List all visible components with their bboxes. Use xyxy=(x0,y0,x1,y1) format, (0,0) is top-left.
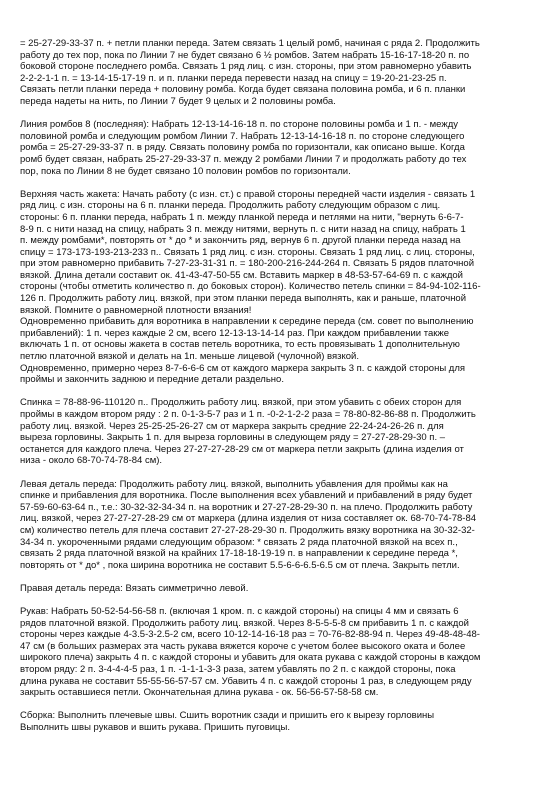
text-line: п. между ромбами*, повторять от * до * и закончить ряд, вернув 6 п. другой планки переда назад на xyxy=(20,235,461,247)
text-line: 47 см (в больших размерах эта часть рукава вяжется короче с учетом более высокого оката и более xyxy=(20,640,466,652)
text-line: Одновременно прибавить для воротника в направлении к середине переда (см. совет по выполнению xyxy=(20,316,474,328)
paragraph xyxy=(20,119,536,177)
document-body xyxy=(20,38,536,745)
text-line: спицу = 173-173-193-213-233 п.. Связать 1 ряд лиц. с изн. стороны. Связать 1 ряд лиц. с лиц. стороны, xyxy=(20,246,475,258)
text-line: 57-59-60-63-64 п., т.е.: 30-32-32-34-34 п. на воротник и 27-27-28-29-30 п. на плечо. Продолжить работу xyxy=(20,501,473,513)
text-line: связать 2 ряда платочной вязкой на крайних 17-18-18-19-19 п. в направлении к середине переда *, xyxy=(20,548,458,560)
text-line: вязкой. Помните о равномерной плотности вязания! xyxy=(20,304,252,316)
text-line: вязкой. Длина детали составит ок. 41-43-47-50-55 см. Вставить маркер в 48-53-57-64-69 п. с каждой xyxy=(20,269,463,281)
text-line: 8-9 п. с нити назад на спицу, набрать 3 п. между нитями, вернуть п. с нити назад на спицу, набрать 1 xyxy=(20,223,466,235)
text-line: ромб будет связан, набрать 25-27-29-33-37 п. между 2 ромбами Линии 7 и продолжать работу до тех xyxy=(20,153,467,165)
text-line: боковой стороне последнего ромба. Связать 1 ряд лиц. с изн. стороны, при этом равномерно убавить xyxy=(20,61,472,73)
text-line: Сборка: Выполнить плечевые швы. Сшить воротник сзади и пришить его к вырезу горловины xyxy=(20,710,435,722)
text-line: переда надеты на нить, по Линии 7 будет 9 целых и 2 половины ромба. xyxy=(20,95,336,107)
text-line: выреза горловины. Закрыть 1 п. для выреза горловины в следующем ряду = 27-27-28-29-30 п. – xyxy=(20,432,446,444)
text-line: = 25-27-29-33-37 п. + петли планки переда. Затем связать 1 целый ромб, начиная с ряда 2. Продолжить xyxy=(20,38,480,49)
text-line: половиной ромба и следующим ромбом Линии 7. Набрать 12-13-14-16-18 п. по стороне следующего xyxy=(20,130,465,142)
text-line: работу до тех пор, пока по Линии 7 не будет связано 6 ½ ромбов. Затем набрать 15-16-17-18-20 п. по xyxy=(20,49,470,61)
text-line: проймы в каждом втором ряду : 2 п. 0-1-3-5-7 раз и 1 п. -0-2-1-2-2 раза = 78-80-82-86-88 п. Продолжить xyxy=(20,409,476,420)
text-line: Левая деталь переда: Продолжить работу лиц. вязкой, выполнить убавления для проймы как на xyxy=(20,478,448,490)
text-line: длина рукава не составит 55-55-56-57-57 см. Убавить 4 п. с каждой стороны 1 раз, в следующем ряду xyxy=(20,675,472,687)
text-line: повторять от * до* , пока ширина воротника не составит 5.5-6-6-6.5-6.5 см от плеча. Закрыть петли. xyxy=(20,559,460,571)
text-line: широкого плеча) закрыть 4 п. с каждой стороны и убавить для оката рукава с каждой стороны в каждом xyxy=(20,652,481,664)
text-line: стороны: 6 п. планки переда, набрать 1 п. между планкой переда и петлями на нити, "вернуть 6-6-7- xyxy=(20,211,464,223)
text-line: включать 1 п. от основы жакета в состав петель воротника, то есть провязывать 1 дополнительную xyxy=(20,339,460,351)
text-line: Верхняя часть жакета: Начать работу (с изн. ст.) с правой стороны передней части изделия - связать 1 xyxy=(20,188,476,200)
text-line: 34-34 п. укороченными рядами следующим образом: * связать 2 ряда платочной вязкой на всех п., xyxy=(20,536,458,548)
text-line: Линия ромбов 8 (последняя): Набрать 12-13-14-16-18 п. по стороне половины ромба и 1 п. - между xyxy=(20,119,459,131)
text-line: стороны через каждые 4-3.5-3-2.5-2 см, всего 10-12-14-16-18 раз = 70-76-82-88-94 п. Через 49-48-48-48- xyxy=(20,629,480,641)
text-line: Рукав: Набрать 50-52-54-56-58 п. (включая 1 кром. п. с каждой стороны) на спицы 4 мм и связать 6 xyxy=(20,606,459,618)
text-line: Спинка = 78-88-96-110120 п.. Продолжить работу лиц. вязкой, при этом убавить с обеих сторон для xyxy=(20,397,462,409)
paragraph xyxy=(20,189,536,386)
text-line: рядов платочной вязкой. Продолжить работу лиц. вязкой. Через 8-5-5-5-8 см прибавить 1 п. с каждой xyxy=(20,617,469,629)
text-line: Правая деталь переда: Вязать симметрично левой. xyxy=(20,582,249,594)
text-line: Одновременно, примерно через 8-7-6-6-6 см от каждого маркера закрыть 3 п. с каждой стороны для xyxy=(20,362,466,374)
text-line: пор, пока по Линии 8 не будет связано 10 половин ромбов по горизонтали. xyxy=(20,165,351,177)
paragraph xyxy=(20,606,536,699)
paragraph xyxy=(20,710,536,733)
text-line: Выполнить швы рукавов и вшить рукава. Пришить пуговицы. xyxy=(20,722,290,734)
paragraph xyxy=(20,397,536,467)
text-line: проймы и закончить заднюю и передние детали раздельно. xyxy=(20,374,284,386)
text-line: спинке и прибавления для воротника. После выполнения всех убавлений и прибавлений в ряду будет xyxy=(20,490,473,502)
text-line: прибавлений): 1 п. через каждые 2 см, всего 12-13-13-14-14 раз. При каждом прибавлении также xyxy=(20,327,450,339)
text-line: закрыть оставшиеся петли. Окончательная длина рукава - ок. 56-56-57-58-58 см. xyxy=(20,687,379,699)
text-line: 126 п. Продолжить работу лиц. вязкой, при этом планки переда выполнять, как и раньше, платочной xyxy=(20,293,467,305)
text-line: ромба = 25-27-29-33-37 п. в ряду. Связать половину ромба по горизонтали, как описано выше. Когда xyxy=(20,142,465,154)
paragraph xyxy=(20,38,536,108)
text-line: 2-2-2-1-1 п. = 13-14-15-17-19 п. и п. планки переда перевести назад на спицу = 19-20-21-23-25 п. xyxy=(20,72,447,84)
text-line: см) количество петель для плеча составит 27-27-28-29-30 п. Продолжить вязку воротника на 30-32-32- xyxy=(20,524,475,536)
text-line: лиц. вязкой, через 27-27-27-28-29 см от маркера (длина изделия от низа составляет ок. 68-70-74-78-84 xyxy=(20,513,477,525)
text-line: петлю платочной вязкой и делать на 1п. меньше лицевой (чулочной) вязкой. xyxy=(20,351,359,363)
text-line: Связать петли планки переда + половину ромба. Когда будет связана половина ромба, и 6 п. планки xyxy=(20,84,466,96)
text-line: при этом равномерно прибавить 7-27-23-31-31 п. = 180-200-216-244-264 п. Связать 5 рядов платочной xyxy=(20,258,475,270)
text-line: ряд лиц. с изн. стороны на 6 п. планки переда. Продолжить работу следующим образом с лиц. xyxy=(20,200,441,212)
paragraph xyxy=(20,479,536,572)
text-line: втором ряду: 2 п. 3-4-4-4-5 раз, 1 п. -1-1-1-3-3 раза, затем убавлять по 2 п. с каждой стороны, пока xyxy=(20,664,456,676)
paragraph xyxy=(20,583,536,595)
text-line: стороны (чтобы отметить количество п. до боковых сторон). Количество петель спинки = 84-94-102-116- xyxy=(20,281,481,293)
text-line: низа - около 68-70-74-78-84 см). xyxy=(20,455,163,467)
text-line: останется для каждого плеча. Через 27-27-27-28-29 см от маркера петли закрыть (длина изделия от xyxy=(20,443,464,455)
text-line: работу лиц. вязкой. Через 25-25-25-26-27 см от маркера закрыть средние 22-24-24-26-26 п. для xyxy=(20,420,444,432)
